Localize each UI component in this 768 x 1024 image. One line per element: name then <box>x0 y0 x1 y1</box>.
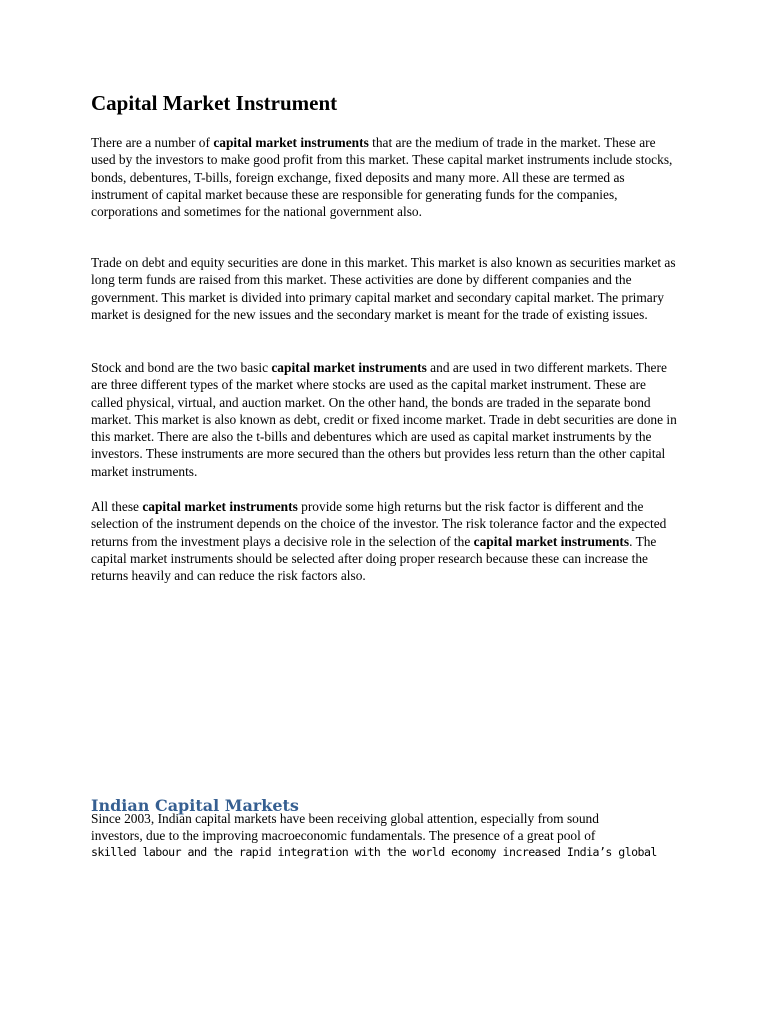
paragraph-line: Since 2003, Indian capital markets have been receiving global attention, especially from sound <box>91 811 599 826</box>
paragraph-stock-bond <box>91 359 681 480</box>
paragraph-text: Stock and bond are the two basic <box>91 360 272 375</box>
bold-term: capital market instruments <box>473 533 630 549</box>
paragraph-text: . The capital market instruments should be selected after doing proper research because these can increase the returns heavily and can reduce the risk factors also. <box>91 533 657 584</box>
bold-term: capital market instruments <box>213 135 369 150</box>
paragraph-risk <box>91 498 681 584</box>
paragraph-text: provide some high returns but the risk factor is different and the selection of the instrument depends on the choice of the investor. The risk tolerance factor and the expected returns from the investment plays a decisive role in the selection of the <box>91 499 667 549</box>
paragraph-text: There are a number of <box>91 135 214 150</box>
paragraph-text: that are the medium of trade in the market. These are used by the investors to make good profit from this market. These capital market instruments include stocks, bonds, debentures, T-bills, foreign exchange, fixed deposits and many more. All these are termed as instrument of capital market because these are responsible for generating funds for the companies, corporations and sometimes for the national government also. <box>91 135 673 220</box>
paragraph-text: and are used in two different markets. There are three different types of the market where stocks are used as the capital market instrument. These are called physical, virtual, and auction market. On the other hand, the bonds are traded in the separate bond market. This market is also known as debt, credit or fixed income market. Trade in debt securities are done in this market. There are also the t-bills and debentures which are used as capital market instruments by the investors. These instruments are more secured than the others but provides less return than the other capital market instruments. <box>91 360 677 479</box>
paragraph-intro <box>91 134 681 220</box>
paragraph-line: skilled labour and the rapid integration with the world economy increased India’s global <box>91 845 657 859</box>
paragraph-trade: Trade on debt and equity securities are done in this market. This market is also known as securities market as long term funds are raised from this market. These activities are done by different companies and the government. This market is divided into primary capital market and secondary capital market. The primary market is designed for the new issues and the secondary market is meant for the trade of existing issues. <box>91 255 676 322</box>
paragraph-line: investors, due to the improving macroeconomic fundamentals. The presence of a great pool of <box>91 828 596 843</box>
page-title: Capital Market Instrument <box>91 91 338 115</box>
section-heading: Indian Capital Markets <box>91 796 299 815</box>
bold-term: capital market instruments <box>142 499 298 514</box>
bold-term: capital market instruments <box>271 360 427 375</box>
paragraph-text: All these <box>91 499 143 514</box>
